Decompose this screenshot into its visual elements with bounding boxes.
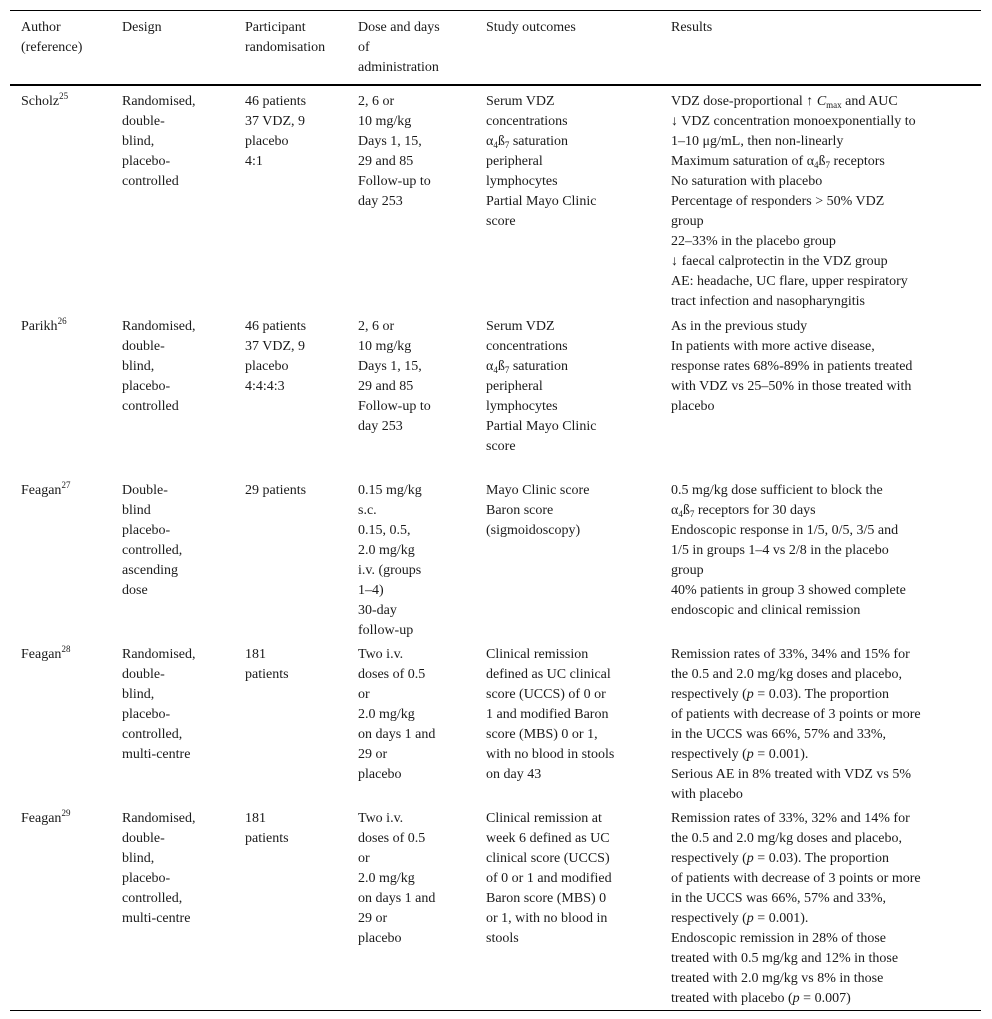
author-cell bbox=[10, 311, 112, 475]
design-cell: Double- blind placebo- controlled, ascending dose bbox=[122, 483, 183, 598]
outcome-text: ß bbox=[497, 359, 505, 374]
author-cell bbox=[10, 475, 112, 639]
table-row bbox=[10, 86, 981, 311]
outcome-text: ß bbox=[497, 134, 505, 149]
result-text: = 0.001). Endoscopic remission in 28% of those treated with 0.5 mg/kg and 12% in those treated with 2.0 mg/kg vs 8% in those treated with placebo ( bbox=[671, 911, 899, 1006]
result-text: Remission rates of 33%, 34% and 15% for the 0.5 and 2.0 mg/kg doses and placebo, respectively ( bbox=[671, 647, 910, 702]
dose-cell: Two i.v. doses of 0.5 or 2.0 mg/kg on days 1 and 29 or placebo bbox=[358, 811, 436, 946]
design-cell: Randomised, double- blind, placebo- controlled, multi-centre bbox=[122, 647, 196, 762]
participants-cell: 29 patients bbox=[245, 483, 307, 498]
outcome-text: saturation bbox=[509, 134, 569, 149]
result-italic: C bbox=[816, 94, 827, 109]
result-text: receptors for 30 days bbox=[694, 503, 816, 518]
outcome-text: α bbox=[486, 359, 494, 374]
result-text: 0.5 mg/kg dose sufficient to block the bbox=[671, 483, 883, 498]
author-name: Parikh bbox=[21, 319, 58, 334]
outcomes-cell: Clinical remission defined as UC clinical score (UCCS) of 0 or 1 and modified Baron score (MBS) 0 or 1, with no blood in stools on day 43 bbox=[486, 647, 615, 782]
author-name: Scholz bbox=[21, 94, 60, 109]
subscript: 4 bbox=[814, 160, 819, 170]
study-table bbox=[10, 10, 981, 1011]
outcome-text: Serum VDZ concentrations bbox=[486, 319, 568, 354]
subscript: 7 bbox=[504, 140, 510, 150]
result-text: receptors bbox=[830, 154, 885, 169]
result-text: Remission rates of 33%, 32% and 14% for the 0.5 and 2.0 mg/kg doses and placebo, respectively ( bbox=[671, 811, 910, 866]
result-italic: p bbox=[746, 851, 754, 866]
subscript: 4 bbox=[678, 509, 683, 519]
header-author: Author (reference) bbox=[21, 20, 83, 55]
design-cell: Randomised, double- blind, placebo- controlled, multi-centre bbox=[122, 811, 196, 926]
results-cell bbox=[661, 639, 981, 803]
author-cell bbox=[10, 86, 112, 311]
result-text: No saturation with placebo Percentage of responders > 50% VDZ group 22–33% in the placebo group ↓ faecal calprotectin in the VDZ group AE: headache, UC flare, upper respiratory tract infection and nasopharyngitis bbox=[671, 174, 908, 309]
header-participants: Participant randomisation bbox=[245, 20, 326, 55]
result-text: = 0.001). Serious AE in 8% treated with VDZ vs 5% with placebo bbox=[671, 747, 912, 802]
result-text: = 0.007) bbox=[799, 991, 851, 1006]
result-italic: p bbox=[746, 687, 754, 702]
outcome-text: peripheral lymphocytes Partial Mayo Clinic score bbox=[486, 379, 597, 454]
reference-number: 27 bbox=[61, 480, 71, 490]
author-name: Feagan bbox=[21, 647, 62, 662]
author-name: Feagan bbox=[21, 483, 62, 498]
table-row bbox=[10, 639, 981, 803]
outcomes-cell bbox=[476, 311, 661, 475]
dose-cell: 0.15 mg/kg s.c. 0.15, 0.5, 2.0 mg/kg i.v. (groups 1–4) 30-day follow-up bbox=[358, 483, 422, 638]
result-text: and AUC bbox=[841, 94, 898, 109]
results-cell bbox=[661, 475, 981, 639]
outcome-text: saturation bbox=[509, 359, 569, 374]
result-text: ↓ VDZ concentration monoexponentially to 1–10 μg/mL, then non-linearly bbox=[671, 114, 916, 149]
header-outcomes: Study outcomes bbox=[486, 20, 576, 35]
participants-cell: 46 patients 37 VDZ, 9 placebo 4:1 bbox=[245, 94, 307, 169]
author-name: Feagan bbox=[21, 811, 62, 826]
result-italic: p bbox=[792, 991, 800, 1006]
outcome-text: peripheral lymphocytes Partial Mayo Clinic score bbox=[486, 154, 597, 229]
outcome-text: Serum VDZ concentrations bbox=[486, 94, 568, 129]
participants-cell: 181 patients bbox=[245, 811, 289, 846]
design-cell: Randomised, double- blind, placebo- controlled bbox=[122, 94, 196, 189]
outcomes-cell: Clinical remission at week 6 defined as UC clinical score (UCCS) of 0 or 1 and modified Baron score (MBS) 0 or 1, with no blood in stools bbox=[486, 811, 612, 946]
header-results: Results bbox=[671, 20, 713, 35]
header-design: Design bbox=[122, 20, 162, 35]
design-cell: Randomised, double- blind, placebo- controlled bbox=[122, 319, 196, 414]
table-header-row bbox=[10, 11, 981, 86]
result-text: ß bbox=[818, 154, 826, 169]
subscript: max bbox=[826, 100, 842, 110]
subscript: 4 bbox=[493, 140, 498, 150]
reference-number: 25 bbox=[59, 91, 69, 101]
table-row bbox=[10, 475, 981, 639]
author-cell bbox=[10, 803, 112, 1010]
results-cell bbox=[661, 803, 981, 1010]
results-cell: As in the previous study In patients with more active disease, response rates 68%-89% in patients treated with VDZ vs 25–50% in those treated with placebo bbox=[671, 319, 913, 414]
participants-cell: 181 patients bbox=[245, 647, 289, 682]
outcomes-cell: Mayo Clinic score Baron score (sigmoidoscopy) bbox=[486, 483, 590, 538]
header-dose: Dose and days of administration bbox=[358, 20, 440, 75]
result-text: = 0.03). The proportion of patients with decrease of 3 points or more in the UCCS was 66%, 57% and 33%, respectively ( bbox=[671, 687, 921, 762]
subscript: 7 bbox=[504, 365, 510, 375]
reference-number: 28 bbox=[61, 644, 71, 654]
outcome-text: α bbox=[486, 134, 494, 149]
subscript: 7 bbox=[825, 160, 831, 170]
author-cell bbox=[10, 639, 112, 803]
result-italic: p bbox=[746, 747, 754, 762]
participants-cell: 46 patients 37 VDZ, 9 placebo 4:4:4:3 bbox=[245, 319, 307, 394]
result-italic: p bbox=[746, 911, 754, 926]
results-cell bbox=[661, 86, 981, 311]
result-text: = 0.03). The proportion of patients with decrease of 3 points or more in the UCCS was 66%, 57% and 33%, respectively ( bbox=[671, 851, 921, 926]
table-row bbox=[10, 311, 981, 475]
subscript: 4 bbox=[493, 365, 498, 375]
subscript: 7 bbox=[689, 509, 695, 519]
dose-cell: 2, 6 or 10 mg/kg Days 1, 15, 29 and 85 Follow-up to day 253 bbox=[358, 319, 431, 434]
dose-cell: Two i.v. doses of 0.5 or 2.0 mg/kg on days 1 and 29 or placebo bbox=[358, 647, 436, 782]
result-text: Maximum saturation of α bbox=[671, 154, 815, 169]
result-text: α bbox=[671, 503, 679, 518]
table-row bbox=[10, 803, 981, 1010]
dose-cell: 2, 6 or 10 mg/kg Days 1, 15, 29 and 85 Follow-up to day 253 bbox=[358, 94, 431, 209]
result-text: VDZ dose-proportional ↑ bbox=[671, 94, 817, 109]
result-text: Endoscopic response in 1/5, 0/5, 3/5 and 1/5 in groups 1–4 vs 2/8 in the placebo group 40% patients in group 3 showed complete endoscopic and clinical remission bbox=[671, 523, 906, 618]
reference-number: 26 bbox=[57, 316, 67, 326]
outcomes-cell bbox=[476, 86, 661, 311]
reference-number: 29 bbox=[61, 808, 71, 818]
result-text: ß bbox=[682, 503, 690, 518]
